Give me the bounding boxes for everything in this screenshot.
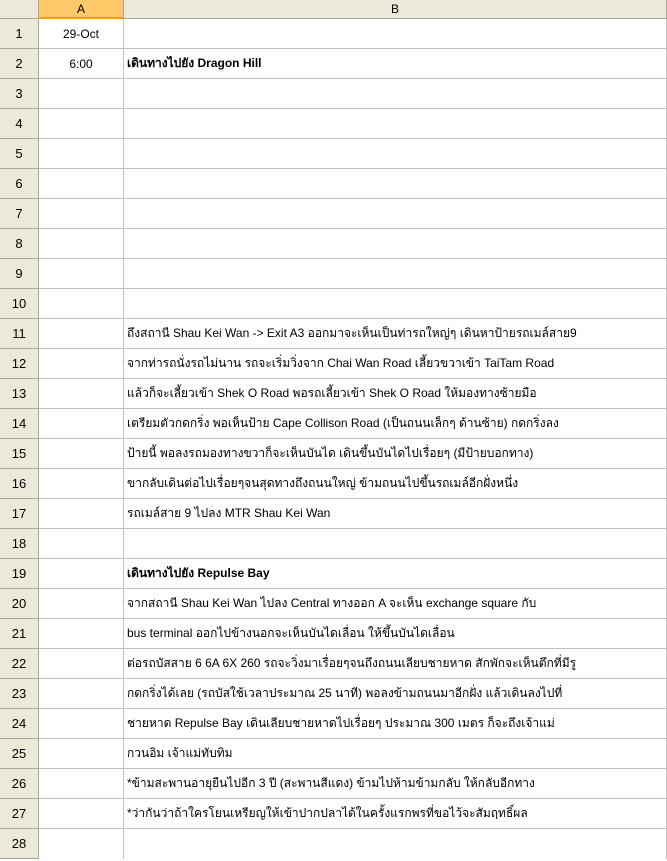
row-header[interactable]: 13: [0, 379, 39, 409]
cell-a[interactable]: [39, 289, 124, 319]
cell-a[interactable]: [39, 439, 124, 469]
sheet-row: [0, 769, 667, 799]
cell-a[interactable]: [39, 109, 124, 139]
cell-a[interactable]: [39, 259, 124, 289]
row-header[interactable]: 4: [0, 109, 39, 139]
cell-a[interactable]: [39, 469, 124, 499]
sheet-row: [0, 139, 667, 169]
cell-a[interactable]: [39, 499, 124, 529]
cell-b[interactable]: [124, 229, 667, 259]
sheet-row: [0, 79, 667, 109]
sheet-row: [0, 109, 667, 139]
cell-b[interactable]: [124, 169, 667, 199]
cell-a[interactable]: [39, 829, 124, 859]
cell-a[interactable]: [39, 709, 124, 739]
row-header[interactable]: 10: [0, 289, 39, 319]
cell-b[interactable]: [124, 259, 667, 289]
cell-a[interactable]: [39, 559, 124, 589]
row-header[interactable]: 6: [0, 169, 39, 199]
sheet-row: [0, 289, 667, 319]
cell-b[interactable]: ชายหาด Repulse Bay เดินเลียบชายหาดไปเรื่อยๆ ประมาณ 300 เมตร ก็จะถึงเจ้าแม่: [124, 709, 667, 739]
sheet-row: [0, 439, 667, 469]
cell-b[interactable]: [124, 109, 667, 139]
sheet-row: [0, 529, 667, 559]
sheet-row: [0, 649, 667, 679]
sheet-row: [0, 559, 667, 589]
sheet-row: [0, 259, 667, 289]
cell-b[interactable]: จากท่ารถนั่งรถไม่นาน รถจะเริ่มวิ่งจาก Chai Wan Road เลี้ยวขวาเข้า TaiTam Road: [124, 349, 667, 379]
cell-a[interactable]: [39, 319, 124, 349]
cell-b[interactable]: *ว่ากันว่าถ้าใครโยนเหรียญให้เข้าปากปลาได้ในครั้งแรกพรที่ขอไว้จะสัมฤทธิ์ผล: [124, 799, 667, 829]
cell-b[interactable]: [124, 289, 667, 319]
row-header[interactable]: 17: [0, 499, 39, 529]
row-header[interactable]: 22: [0, 649, 39, 679]
row-header[interactable]: 18: [0, 529, 39, 559]
cell-a[interactable]: [39, 769, 124, 799]
cell-b[interactable]: รถเมล์สาย 9 ไปลง MTR Shau Kei Wan: [124, 499, 667, 529]
cell-b[interactable]: เตรียมตัวกดกริ่ง พอเห็นป้าย Cape Collison Road (เป็นถนนเล็กๆ ด้านซ้าย) กดกริ่งลง: [124, 409, 667, 439]
row-header[interactable]: 12: [0, 349, 39, 379]
cell-a[interactable]: [39, 619, 124, 649]
row-header[interactable]: 24: [0, 709, 39, 739]
sheet-row: [0, 799, 667, 829]
cell-a[interactable]: [39, 349, 124, 379]
cell-a[interactable]: [39, 169, 124, 199]
cell-b[interactable]: เดินทางไปยัง Repulse Bay: [124, 559, 667, 589]
sheet-row: [0, 229, 667, 259]
sheet-row: [0, 739, 667, 769]
cell-b[interactable]: จากสถานี Shau Kei Wan ไปลง Central ทางออก A จะเห็น exchange square กับ: [124, 589, 667, 619]
row-header[interactable]: 28: [0, 829, 39, 859]
column-header-b[interactable]: B: [124, 0, 667, 19]
column-header-a[interactable]: A: [39, 0, 124, 19]
cell-b[interactable]: [124, 199, 667, 229]
cell-b[interactable]: เดินทางไปยัง Dragon Hill: [124, 49, 667, 79]
cell-a[interactable]: [39, 529, 124, 559]
row-header[interactable]: 19: [0, 559, 39, 589]
row-header[interactable]: 8: [0, 229, 39, 259]
sheet-row: [0, 199, 667, 229]
row-header[interactable]: 15: [0, 439, 39, 469]
row-header[interactable]: 11: [0, 319, 39, 349]
cell-b[interactable]: [124, 139, 667, 169]
cell-b[interactable]: ป้ายนี้ พอลงรถมองทางขวาก็จะเห็นบันได เดินขึ้นบันไดไปเรื่อยๆ (มีป้ายบอกทาง): [124, 439, 667, 469]
cell-b[interactable]: bus terminal ออกไปข้างนอกจะเห็นบันไดเลื่อน ให้ขึ้นบันไดเลื่อน: [124, 619, 667, 649]
cell-a[interactable]: [39, 649, 124, 679]
row-header[interactable]: 21: [0, 619, 39, 649]
cell-b[interactable]: *ข้ามสะพานอายุยืนไปอีก 3 ปี (สะพานสีแดง) ข้ามไปห้ามข้ามกลับ ให้กลับอีกทาง: [124, 769, 667, 799]
cell-b[interactable]: กวนอิม เจ้าแม่ทับทิม: [124, 739, 667, 769]
row-header[interactable]: 9: [0, 259, 39, 289]
sheet-row: [0, 19, 667, 49]
sheet-row: [0, 349, 667, 379]
cell-a[interactable]: [39, 409, 124, 439]
sheet-row: [0, 679, 667, 709]
sheet-row: [0, 379, 667, 409]
cell-a[interactable]: [39, 799, 124, 829]
cell-a[interactable]: [39, 679, 124, 709]
cell-b[interactable]: [124, 19, 667, 49]
row-header[interactable]: 3: [0, 79, 39, 109]
row-header[interactable]: 23: [0, 679, 39, 709]
row-header[interactable]: 14: [0, 409, 39, 439]
cell-a[interactable]: [39, 199, 124, 229]
cell-b[interactable]: แล้วก็จะเลี้ยวเข้า Shek O Road พอรถเลี้ยวเข้า Shek O Road ให้มองทางซ้ายมือ: [124, 379, 667, 409]
sheet-row: [0, 499, 667, 529]
cell-a[interactable]: [39, 229, 124, 259]
sheet-row: [0, 169, 667, 199]
sheet-row: [0, 829, 667, 859]
cell-a[interactable]: [39, 379, 124, 409]
cell-b[interactable]: ต่อรถบัสสาย 6 6A 6X 260 รถจะวิ่งมาเรื่อยๆจนถึงถนนเลียบชายหาด สักพักจะเห็นตึกที่มีรู: [124, 649, 667, 679]
sheet-row: [0, 589, 667, 619]
cell-a[interactable]: [39, 79, 124, 109]
row-header[interactable]: 25: [0, 739, 39, 769]
cell-b[interactable]: [124, 529, 667, 559]
cell-b[interactable]: [124, 829, 667, 859]
cell-b[interactable]: ถึงสถานี Shau Kei Wan -> Exit A3 ออกมาจะเห็นเป็นท่ารถใหญ่ๆ เดินหาป้ายรถเมล์สาย9: [124, 319, 667, 349]
cell-b[interactable]: ขากลับเดินต่อไปเรื่อยๆจนสุดทางถึงถนนใหญ่ ข้ามถนนไปขึ้นรถเมล์อีกฝั่งหนึ่ง: [124, 469, 667, 499]
sheet-row: [0, 709, 667, 739]
sheet-row: [0, 469, 667, 499]
cell-b[interactable]: [124, 79, 667, 109]
row-header[interactable]: 27: [0, 799, 39, 829]
cell-a[interactable]: [39, 589, 124, 619]
row-header[interactable]: 5: [0, 139, 39, 169]
row-header[interactable]: 2: [0, 49, 39, 79]
sheet-row: [0, 619, 667, 649]
row-header[interactable]: 26: [0, 769, 39, 799]
sheet-row: [0, 319, 667, 349]
cell-a[interactable]: [39, 739, 124, 769]
cell-a[interactable]: 6:00: [39, 49, 124, 79]
select-all-corner[interactable]: [0, 0, 39, 19]
cell-a[interactable]: [39, 139, 124, 169]
cell-a[interactable]: 29-Oct: [39, 19, 124, 49]
sheet-row: [0, 409, 667, 439]
row-header[interactable]: 1: [0, 19, 39, 49]
cell-b[interactable]: กดกริ่งได้เลย (รถบัสใช้เวลาประมาณ 25 นาที) พอลงข้ามถนนมาอีกฝั่ง แล้วเดินลงไปที่: [124, 679, 667, 709]
row-header[interactable]: 20: [0, 589, 39, 619]
row-header[interactable]: 16: [0, 469, 39, 499]
sheet-row: [0, 49, 667, 79]
row-header[interactable]: 7: [0, 199, 39, 229]
